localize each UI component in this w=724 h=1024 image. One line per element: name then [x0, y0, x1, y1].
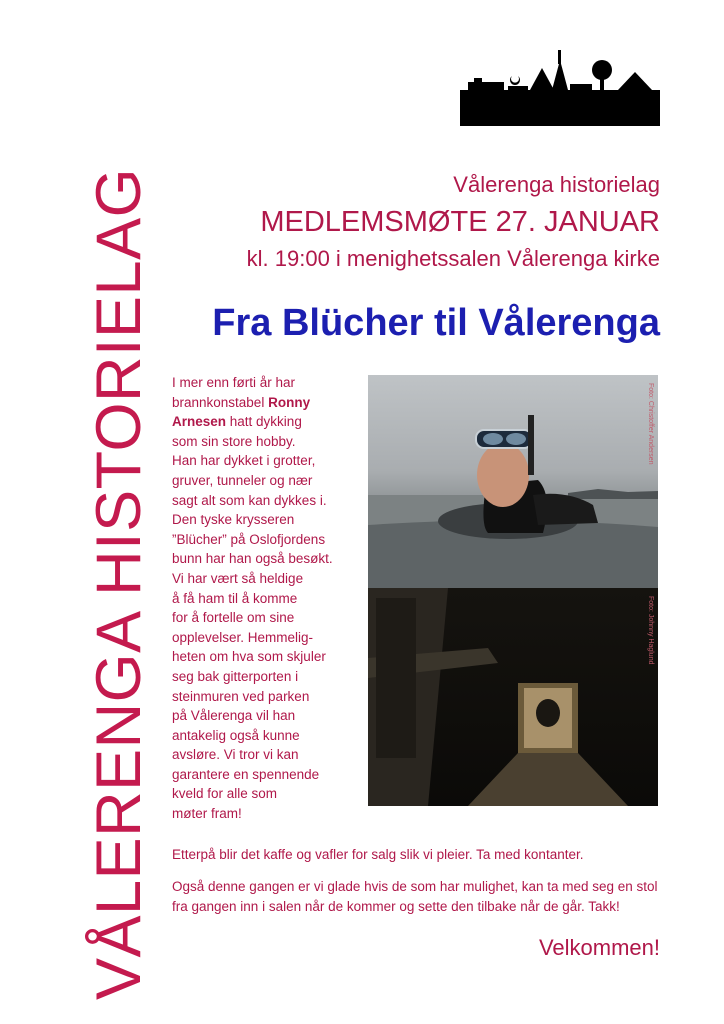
body-line: avsløre. Vi tror vi kan	[172, 747, 299, 763]
body-line: å få ham til å komme	[172, 590, 298, 606]
body-line: hatt dykking	[226, 414, 302, 430]
coffee-note: Etterpå blir det kaffe og vafler for salg slik vi pleier. Ta med kontanter.	[172, 847, 584, 862]
skyline-logo-icon	[460, 50, 660, 130]
meeting-time-place: kl. 19:00 i menighetssalen Vålerenga kirke	[246, 246, 660, 271]
body-text	[172, 373, 364, 824]
diver-illustration	[368, 375, 658, 588]
body-line: gruver, tunneler og nær	[172, 472, 313, 488]
body-line: brannkonstabel	[172, 394, 269, 410]
speaker-last-name: Arnesen	[172, 414, 227, 430]
body-line: Vi har vært så heldige	[172, 570, 304, 586]
body-line: garantere en spennende	[172, 766, 320, 782]
body-line: kveld for alle som	[172, 786, 278, 802]
body-line: steinmuren ved parken	[172, 688, 310, 704]
body-line: heten om hva som skjuler	[172, 649, 326, 665]
body-line: møter fram!	[172, 806, 242, 822]
body-line: sagt alt som kan dykkes i.	[172, 492, 327, 508]
vertical-title: VÅLERENGA HISTORIELAG	[84, 167, 154, 1000]
body-line: bunn har han også besøkt.	[172, 551, 333, 567]
meeting-header	[247, 168, 660, 276]
photo-credit-top: Foto: Christoffer Andersen	[647, 383, 654, 465]
diver-photo	[368, 375, 658, 588]
body-line: på Vålerenga vil han	[172, 708, 296, 724]
body-line: for å fortelle om sine	[172, 610, 295, 626]
body-line: opplevelser. Hemmelig-	[172, 629, 314, 645]
meeting-date: MEDLEMSMØTE 27. JANUAR	[260, 206, 660, 238]
body-line: Den tyske krysseren	[172, 512, 295, 528]
body-line: I mer enn førti år har	[172, 375, 296, 390]
body-line: Han har dykket i grotter,	[172, 453, 316, 469]
org-name: Vålerenga historielag	[453, 172, 660, 197]
photo-credit-bottom: Foto: Johnny Haglund	[647, 596, 654, 665]
wreck-photo	[368, 588, 658, 806]
speaker-first-name: Ronny	[268, 394, 311, 410]
chair-note: Også denne gangen er vi glade hvis de som har mulighet, kan ta med seg en stol fra gangen inn i salen når de kommer og sette den tilbake når de går. Takk!	[172, 879, 658, 914]
body-line: som sin store hobby.	[172, 433, 296, 449]
welcome-text: Velkommen!	[538, 935, 660, 960]
body-line: seg bak gitterporten i	[172, 668, 299, 684]
body-line: ”Blücher” på Oslofjordens	[172, 531, 326, 547]
body-line: antakelig også kunne	[172, 727, 300, 743]
lecture-title: Fra Blücher til Vålerenga	[212, 302, 660, 344]
wreck-illustration	[368, 588, 658, 806]
